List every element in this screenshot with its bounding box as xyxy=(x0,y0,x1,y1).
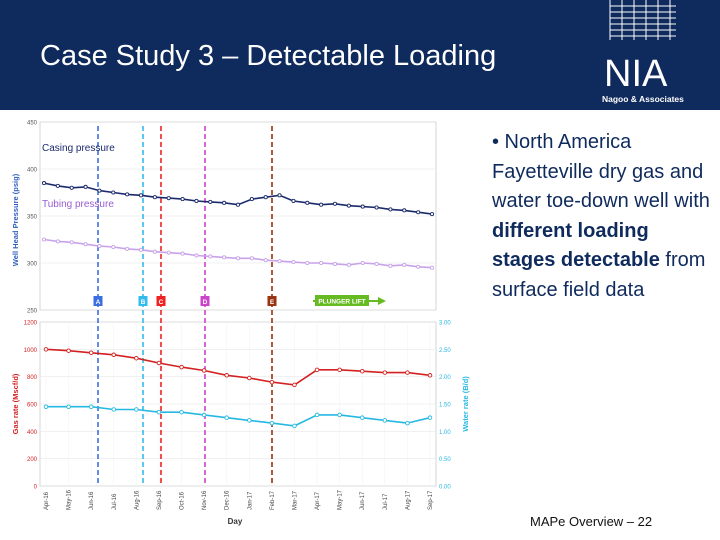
tubing-pressure-point xyxy=(389,264,392,267)
tubing-pressure-point xyxy=(181,252,184,255)
gas-tick-label: 800 xyxy=(26,375,37,382)
pressure-ylabel: Well Head Pressure (psig) xyxy=(11,173,20,267)
casing-pressure-point xyxy=(417,211,420,214)
month-tick-label: Feb-17 xyxy=(269,490,276,510)
gas-rate-point xyxy=(202,369,206,373)
casing-pressure-point xyxy=(403,209,406,212)
gas-tick-label: 600 xyxy=(26,402,37,409)
stage-marker-label: E xyxy=(269,299,275,306)
pressure-tick-label: 350 xyxy=(26,214,37,221)
tubing-pressure-point xyxy=(403,263,406,266)
tubing-pressure-point xyxy=(333,262,336,265)
water-rate-point xyxy=(135,408,139,412)
stage-marker-label: A xyxy=(95,299,101,306)
casing-pressure-point xyxy=(56,184,59,187)
month-tick-label: Sep-17 xyxy=(428,490,434,510)
month-tick-label: Oct-16 xyxy=(179,491,186,510)
month-tick-label: Dec-16 xyxy=(224,490,231,510)
casing-pressure-point xyxy=(264,196,267,199)
gas-rate-point xyxy=(135,356,139,360)
tubing-pressure-point xyxy=(70,241,73,244)
water-rate-point xyxy=(315,413,319,417)
casing-pressure-point xyxy=(153,196,156,199)
casing-pressure-point xyxy=(139,194,142,197)
casing-pressure-point xyxy=(223,201,226,204)
gas-rate-point xyxy=(180,365,184,369)
stage-marker-label: C xyxy=(158,299,164,306)
casing-pressure-point xyxy=(389,208,392,211)
water-tick-label: 2.00 xyxy=(439,375,451,382)
casing-pressure-point xyxy=(181,197,184,200)
casing-pressure-point xyxy=(112,191,115,194)
month-tick-label: Aug-16 xyxy=(134,490,141,510)
stage-marker-label: B xyxy=(140,299,146,306)
tubing-pressure-point xyxy=(417,265,420,268)
pressure-tick-label: 300 xyxy=(26,261,37,268)
tubing-pressure-point xyxy=(292,260,295,263)
tubing-pressure-label: Tubing pressure xyxy=(42,199,114,210)
water-rate-point xyxy=(270,421,274,425)
x-axis-label: Day xyxy=(227,517,243,526)
tubing-pressure-point xyxy=(84,243,87,246)
gas-tick-label: 200 xyxy=(26,457,37,464)
water-rate-point xyxy=(360,416,364,420)
gas-tick-label: 0 xyxy=(33,484,37,491)
bullet-prefix: • North America Fayetteville dry gas and water toe-down well with xyxy=(492,131,710,212)
tubing-pressure-point xyxy=(306,261,309,264)
gas-rate-point xyxy=(360,369,364,373)
casing-pressure-point xyxy=(195,199,198,202)
water-rate-point xyxy=(44,405,48,409)
casing-pressure-point xyxy=(250,197,253,200)
water-rate-point xyxy=(406,421,410,425)
month-tick-label: May-17 xyxy=(337,489,344,510)
casing-pressure-point xyxy=(320,203,323,206)
water-rate-point xyxy=(338,413,342,417)
gas-rate-point xyxy=(315,368,319,372)
month-tick-label: Jan-17 xyxy=(247,491,254,510)
month-tick-label: Jul-17 xyxy=(382,493,389,510)
water-rate-ylabel: Water rate (B/d) xyxy=(461,376,470,432)
month-tick-label: May-16 xyxy=(66,489,73,510)
bullet-text xyxy=(492,128,714,305)
tubing-pressure-point xyxy=(153,250,156,253)
water-tick-label: 2.50 xyxy=(439,347,451,354)
casing-pressure-point xyxy=(292,199,295,202)
water-tick-label: 1.50 xyxy=(439,402,451,409)
water-rate-point xyxy=(67,405,71,409)
gas-tick-label: 1000 xyxy=(23,347,37,354)
tubing-pressure-point xyxy=(430,266,433,269)
month-tick-label: Jun-17 xyxy=(360,491,367,510)
casing-pressure-point xyxy=(236,203,239,206)
water-rate-point xyxy=(247,419,251,423)
stage-marker-label: D xyxy=(202,299,208,306)
water-tick-label: 1.00 xyxy=(439,429,451,436)
bullet-suffix: from surface field data xyxy=(492,249,706,301)
tubing-pressure-point xyxy=(250,257,253,260)
gas-rate-point xyxy=(383,371,387,375)
water-tick-label: 0.50 xyxy=(439,457,451,464)
pressure-tick-label: 250 xyxy=(26,308,37,315)
tubing-pressure-point xyxy=(209,255,212,258)
tubing-pressure-point xyxy=(112,245,115,248)
tubing-pressure-point xyxy=(361,261,364,264)
month-tick-label: Sep-16 xyxy=(156,490,163,510)
tubing-pressure-point xyxy=(278,260,281,263)
tubing-pressure-point xyxy=(167,251,170,254)
month-tick-label: Jul-16 xyxy=(111,493,118,510)
month-tick-label: Nov-16 xyxy=(202,490,209,510)
casing-pressure-point xyxy=(306,201,309,204)
tubing-pressure-point xyxy=(195,254,198,257)
tubing-pressure-point xyxy=(223,256,226,259)
tubing-pressure-point xyxy=(236,257,239,260)
month-tick-label: Apr-16 xyxy=(44,491,50,510)
logo-tagline: Nagoo & Associates xyxy=(602,94,684,104)
gas-rate-point xyxy=(89,351,93,355)
gas-rate-ylabel: Gas rate (Mscf/d) xyxy=(11,373,20,435)
month-tick-label: Aug-17 xyxy=(405,490,412,510)
water-rate-point xyxy=(225,416,229,420)
casing-pressure-point xyxy=(98,189,101,192)
gas-rate-point xyxy=(112,353,116,357)
casing-pressure-point xyxy=(333,202,336,205)
water-rate-point xyxy=(293,424,297,428)
tubing-pressure-point xyxy=(320,261,323,264)
casing-pressure-point xyxy=(209,200,212,203)
casing-pressure-point xyxy=(430,213,433,216)
casing-pressure-point xyxy=(278,194,281,197)
gas-rate-point xyxy=(293,383,297,387)
water-rate-point xyxy=(428,416,432,420)
gas-rate-point xyxy=(270,380,274,384)
water-rate-point xyxy=(383,419,387,423)
water-rate-point xyxy=(202,413,206,417)
gas-rate-point xyxy=(44,348,48,352)
tubing-pressure-point xyxy=(42,238,45,241)
month-tick-label: Jun-16 xyxy=(89,491,96,510)
gas-rate-point xyxy=(247,376,251,380)
gas-rate-point xyxy=(338,368,342,372)
pressure-tick-label: 450 xyxy=(26,120,37,127)
tubing-pressure-point xyxy=(375,262,378,265)
month-tick-label: Mar-17 xyxy=(292,490,299,510)
casing-pressure-point xyxy=(42,182,45,185)
water-tick-label: 0.00 xyxy=(439,484,451,491)
gas-rate-point xyxy=(67,349,71,353)
casing-pressure-point xyxy=(167,197,170,200)
logo-text: NIA xyxy=(604,53,668,95)
casing-pressure-label: Casing pressure xyxy=(42,143,115,154)
month-tick-label: Apr-17 xyxy=(315,491,322,510)
water-rate-point xyxy=(89,405,93,409)
tubing-pressure-point xyxy=(56,240,59,243)
casing-pressure-point xyxy=(126,193,129,196)
plunger-lift-label: PLUNGER LIFT xyxy=(318,298,366,306)
gas-tick-label: 400 xyxy=(26,429,37,436)
slide-number: MAPe Overview – 22 xyxy=(530,514,653,529)
gas-rate-point xyxy=(225,374,229,378)
gas-rate-point xyxy=(157,361,161,365)
tubing-pressure-point xyxy=(98,244,101,247)
gas-rate-point xyxy=(406,371,410,375)
casing-pressure-point xyxy=(375,206,378,209)
gas-tick-label: 1200 xyxy=(23,320,37,327)
water-tick-label: 3.00 xyxy=(439,320,451,327)
production-charts xyxy=(8,118,470,530)
water-rate-point xyxy=(157,410,161,414)
slide-title: Case Study 3 – Detectable Loading xyxy=(40,40,497,72)
tubing-pressure-point xyxy=(264,259,267,262)
tubing-pressure-point xyxy=(347,263,350,266)
water-rate-point xyxy=(180,410,184,414)
casing-pressure-point xyxy=(361,205,364,208)
pressure-tick-label: 400 xyxy=(26,167,37,174)
casing-pressure-point xyxy=(70,186,73,189)
gas-rate-point xyxy=(428,374,432,378)
tubing-pressure-point xyxy=(126,247,129,250)
casing-pressure-point xyxy=(84,185,87,188)
bullet-bold: different loading stages detectable xyxy=(492,219,660,271)
water-rate-point xyxy=(112,408,116,412)
tubing-pressure-point xyxy=(139,248,142,251)
casing-pressure-point xyxy=(347,204,350,207)
